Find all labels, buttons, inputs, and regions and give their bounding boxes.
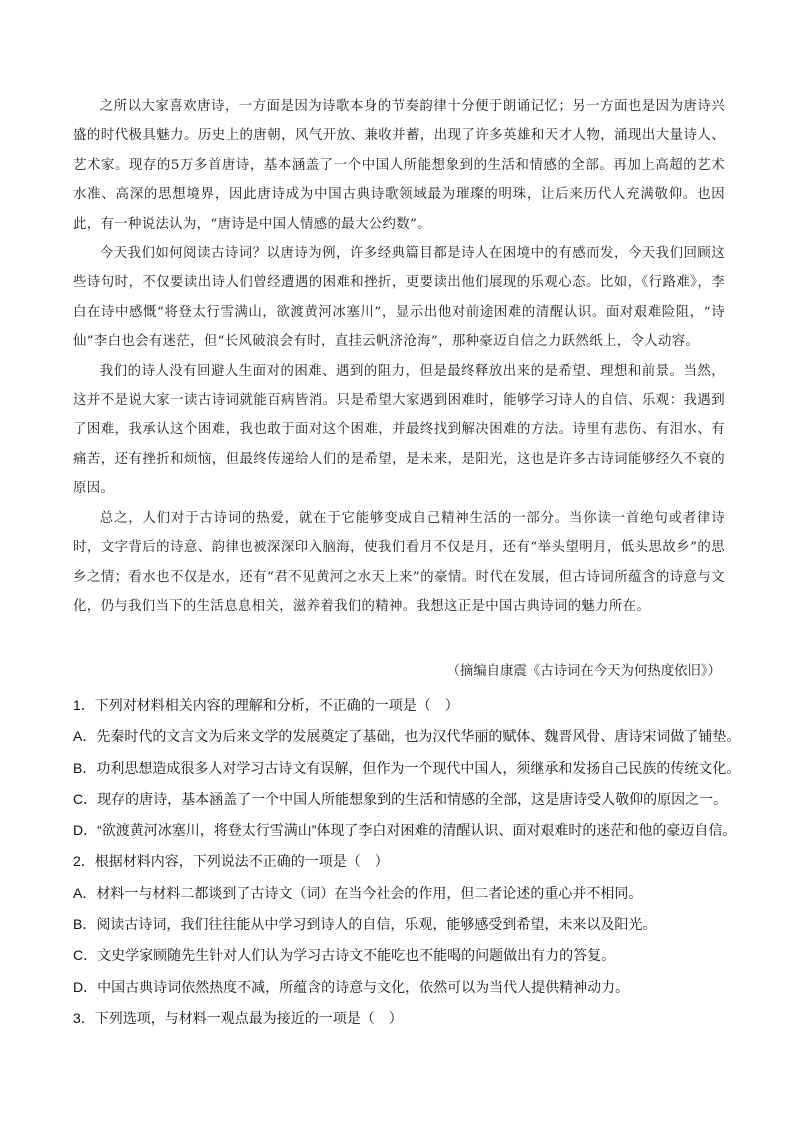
passage-paragraph-1: 之所以大家喜欢唐诗，一方面是因为诗歌本身的节奏韵律十分便于朗诵记忆；另一方面也是因为唐诗兴盛的时代极具魅力。历史上的唐朝，风气开放、兼收并蓄，出现了许多英雄和天才人物，涌现出大量诗人、艺术家。现存的5万多首唐诗，基本涵盖了一个中国人所能想象到的生活和情感的全部。再加上高超的艺术水准、高深的思想境界，因此唐诗成为中国古典诗歌领域最为璀璨的明珠，让后来历代人充满敬仰。也因此，有一种说法认为，“唐诗是中国人情感的最大公约数”。 (73, 99, 725, 232)
question-1-option-a: A．先秦时代的文言文为后来文学的发展奠定了基础，也为汉代华丽的赋体、魏晋风骨、唐诗宋词做了铺垫。 (73, 728, 741, 745)
passage-source: （摘编自康震《古诗词在今天为何热度依旧》） (446, 664, 721, 679)
passage-paragraph-2: 今天我们如何阅读古诗词？以唐诗为例，许多经典篇目都是诗人在困境中的有感而发，今天我们回顾这些诗句时，不仅要读出诗人们曾经遭遇的困难和挫折，更要读出他们展现的乐观心态。比如，《行路难》，李白在诗中感慨“将登太行雪满山，欲渡黄河冰塞川”，显示出他对前途困难的清醒认识。面对艰难险阻，“诗仙”李白也会有迷茫，但“长风破浪会有时，直挂云帆济沧海”，那种豪迈自信之力跃然纸上，令人动容。 (73, 246, 725, 350)
question-2-option-d: D．中国古典诗词依然热度不减，所蕴含的诗意与文化，依然可以为当代人提供精神动力。 (73, 978, 630, 995)
question-list (73, 690, 741, 1034)
question-2-stem: 2．根据材料内容，下列说法不正确的一项是（ ） (73, 853, 389, 870)
question-2-option-c: C．文史学家顾随先生针对人们认为学习古诗文不能吃也不能喝的问题做出有力的答复。 (73, 947, 616, 964)
question-1-stem: 1．下列对材料相关内容的理解和分析，不正确的一项是（ ） (73, 697, 459, 713)
passage-paragraph-3: 我们的诗人没有回避人生面对的困难、遇到的阻力，但是最终释放出来的是希望、理想和前景。当然，这并不是说大家一读古诗词就能百病皆消。只是希望大家遇到困难时，能够学习诗人的自信、乐观：我遇到了困难，我承认这个困难，我也敢于面对这个困难，并最终找到解决困难的方法。诗里有悲伤、有泪水、有痛苦，还有挫折和烦恼，但最终传递给人们的是希望，是未来，是阳光，这也是许多古诗词能够经久不衰的原因。 (73, 363, 725, 497)
question-1-option-b: B．功利思想造成很多人对学习古诗文有误解，但作为一个现代中国人，须继承和发扬自己民族的传统文化。 (73, 759, 741, 776)
passage-paragraph-4: 总之，人们对于古诗词的热爱，就在于它能够变成自己精神生活的一部分。当你读一首绝句或者律诗时，文字背后的诗意、韵律也被深深印入脑海，使我们看月不仅是月，还有“举头望明月，低头思故乡”的思乡之情；看水也不仅是水，还有“君不见黄河之水天上来”的豪情。时代在发展，但古诗词所蕴含的诗意与文化，仍与我们当下的生活息息相关，滋养着我们的精神。我想这正是中国古典诗词的魅力所在。 (73, 510, 725, 614)
question-2-option-b: B．阅读古诗词，我们往往能从中学习到诗人的自信，乐观，能够感受到希望，未来以及阳光。 (73, 916, 657, 933)
question-2-option-a: A．材料一与材料二都谈到了古诗文（词）在当今社会的作用，但二者论述的重心并不相同。 (73, 884, 643, 901)
question-1-option-d: D．“欲渡黄河冰塞川，将登太行雪满山”体现了李白对困难的清醒认识、面对艰难时的迷茫和他的豪迈自信。 (73, 822, 737, 839)
passage-body (73, 92, 725, 621)
question-1-option-c: C．现存的唐诗，基本涵盖了一个中国人所能想象到的生活和情感的全部，这是唐诗受人敬仰的原因之一。 (73, 790, 728, 807)
question-3-stem: 3．下列选项，与材料一观点最为接近的一项是（ ） (73, 1009, 403, 1026)
